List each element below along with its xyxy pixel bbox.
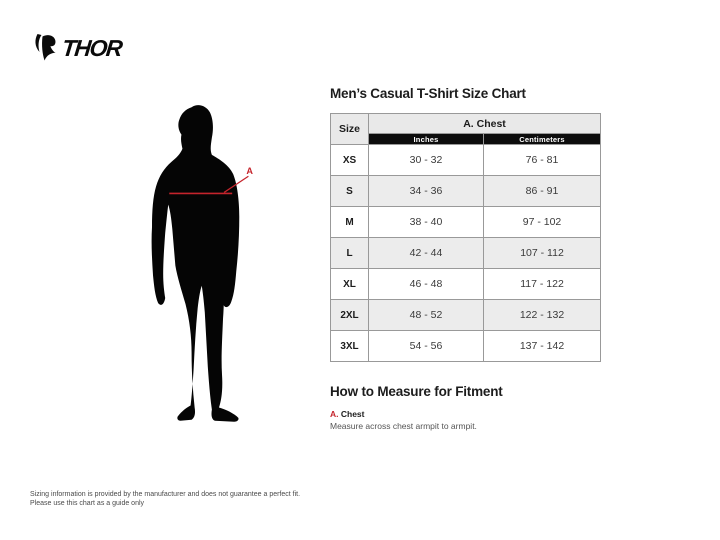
measure-item-chest bbox=[330, 409, 602, 431]
table-row bbox=[331, 207, 601, 238]
inches-cell: 54 - 56 bbox=[369, 331, 484, 362]
disclaimer-line-2: Please use this chart as a guide only bbox=[30, 500, 145, 507]
size-cell: S bbox=[331, 176, 369, 207]
cm-cell: 137 - 142 bbox=[484, 331, 601, 362]
size-cell: 2XL bbox=[331, 300, 369, 331]
measure-name: Chest bbox=[340, 409, 365, 419]
inches-unit-header: Inches bbox=[369, 134, 484, 145]
table-row bbox=[331, 300, 601, 331]
size-cell: L bbox=[331, 238, 369, 269]
measure-description: Measure across chest armpit to armpit. bbox=[330, 421, 477, 431]
cm-cell: 97 - 102 bbox=[484, 207, 601, 238]
size-cell: M bbox=[331, 207, 369, 238]
how-to-measure-title: How to Measure for Fitment bbox=[330, 384, 503, 399]
how-to-measure-section bbox=[330, 384, 602, 431]
size-cell: 3XL bbox=[331, 331, 369, 362]
size-chart-title: Men’s Casual T-Shirt Size Chart bbox=[330, 86, 526, 101]
size-cell: XL bbox=[331, 269, 369, 300]
inches-cell: 34 - 36 bbox=[369, 176, 484, 207]
disclaimer-line-1: Sizing information is provided by the manufacturer and does not guarantee a perfect fit. bbox=[30, 491, 301, 498]
cm-cell: 107 - 112 bbox=[484, 238, 601, 269]
measurement-figure bbox=[118, 93, 322, 438]
cm-cell: 117 - 122 bbox=[484, 269, 601, 300]
centimeters-unit-header: Centimeters bbox=[484, 134, 601, 145]
inches-cell: 48 - 52 bbox=[369, 300, 484, 331]
inches-cell: 46 - 48 bbox=[369, 269, 484, 300]
inches-cell: 30 - 32 bbox=[369, 145, 484, 176]
table-row bbox=[331, 145, 601, 176]
table-row bbox=[331, 331, 601, 362]
size-chart-panel bbox=[330, 86, 602, 431]
chest-group-header: A. Chest bbox=[369, 114, 601, 134]
body-silhouette bbox=[152, 105, 240, 422]
inches-cell: 38 - 40 bbox=[369, 207, 484, 238]
size-chart-table bbox=[330, 113, 601, 362]
cm-cell: 122 - 132 bbox=[484, 300, 601, 331]
brand-wordmark: THOR bbox=[60, 34, 123, 61]
table-row bbox=[331, 176, 601, 207]
table-row bbox=[331, 238, 601, 269]
measure-key: A. bbox=[330, 409, 339, 419]
chest-measure-label: A bbox=[246, 166, 253, 177]
size-cell: XS bbox=[331, 145, 369, 176]
brand-logo bbox=[33, 33, 121, 63]
thor-helmet-icon bbox=[33, 33, 59, 63]
table-header-row bbox=[331, 114, 601, 134]
table-row bbox=[331, 269, 601, 300]
cm-cell: 76 - 81 bbox=[484, 145, 601, 176]
disclaimer-text bbox=[30, 490, 300, 508]
inches-cell: 42 - 44 bbox=[369, 238, 484, 269]
table-units-row bbox=[331, 134, 601, 145]
size-column-header: Size bbox=[331, 114, 369, 145]
cm-cell: 86 - 91 bbox=[484, 176, 601, 207]
